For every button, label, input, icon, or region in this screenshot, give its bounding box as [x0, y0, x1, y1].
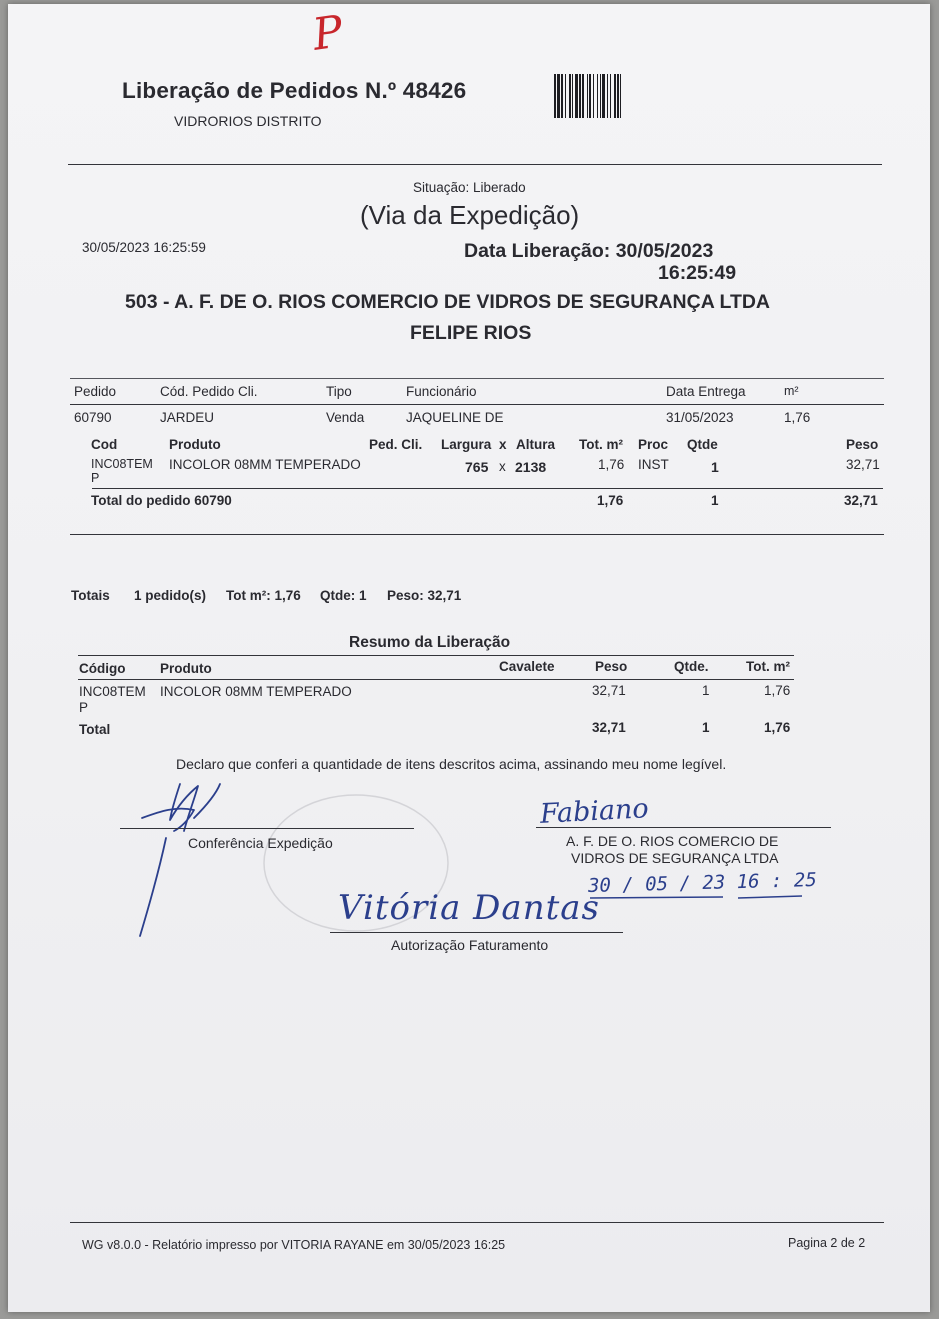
order-total-label: Total do pedido 60790 — [91, 493, 232, 508]
summary-produto-header: Produto — [160, 661, 212, 676]
company-signature-line2: VIDROS DE SEGURANÇA LTDA — [571, 850, 779, 866]
client-line: 503 - A. F. DE O. RIOS COMERCIO DE VIDROS DE SEGURANÇA LTDA — [125, 291, 771, 313]
printed-timestamp: 30/05/2023 16:25:59 — [82, 240, 206, 255]
item-proc-header: Proc — [638, 437, 669, 452]
item-peso-header: Peso — [846, 437, 879, 452]
order-table-header-line — [70, 404, 884, 405]
signature-autorizacao: Vitória Dantas — [338, 888, 600, 928]
order-total-m2: 1,76 — [597, 493, 624, 508]
footer-page-number: Pagina 2 de 2 — [788, 1236, 866, 1250]
totals-label: Totais — [71, 588, 110, 603]
order-block-bottom-line — [70, 534, 884, 535]
company-signature-line — [536, 827, 831, 828]
release-date: Data Liberação: 30/05/2023 — [464, 240, 714, 262]
document-page — [8, 4, 930, 1312]
summary-header-line — [78, 679, 794, 680]
summary-qtde-header: Qtde. — [674, 659, 709, 674]
col-cod-cli-header: Cód. Pedido Cli. — [160, 384, 258, 399]
item-peso-value: 32,71 — [846, 457, 880, 472]
col-pedido-header: Pedido — [74, 384, 117, 399]
order-funcionario-value: JAQUELINE DE — [406, 410, 504, 425]
item-altura-header: Altura — [516, 437, 556, 452]
conferencia-signature-line — [120, 828, 414, 829]
summary-total-m2: 1,76 — [764, 720, 791, 735]
item-x-value: x — [499, 459, 506, 474]
item-largura-header: Largura — [441, 437, 492, 452]
company-short-name: VIDRORIOS DISTRITO — [174, 113, 322, 129]
totals-qtde: Qtde: 1 — [320, 588, 367, 603]
handwritten-date: 30 / 05 / 23 16 : 25 — [587, 869, 818, 897]
item-cod-header: Cod — [91, 437, 118, 452]
release-time: 16:25:49 — [658, 262, 737, 284]
summary-peso-header: Peso — [595, 659, 628, 674]
handwritten-date-underline — [588, 894, 808, 902]
order-pedido-value: 60790 — [74, 410, 112, 425]
item-altura-value: 2138 — [515, 459, 547, 475]
col-funcionario-header: Funcionário — [406, 384, 477, 399]
item-qtde-header: Qtde — [687, 437, 718, 452]
via-label: (Via da Expedição) — [360, 200, 580, 230]
item-qtde-value: 1 — [711, 459, 719, 475]
summary-codigo-header: Código — [79, 661, 126, 676]
item-produto-value: INCOLOR 08MM TEMPERADO — [169, 457, 361, 472]
order-total-qtde: 1 — [711, 493, 719, 508]
company-signature-line1: A. F. DE O. RIOS COMERCIO DE — [566, 833, 779, 849]
summary-produto-value: INCOLOR 08MM TEMPERADO — [160, 684, 352, 699]
signature-conferencia — [136, 776, 256, 941]
item-largura-value: 765 — [465, 459, 489, 475]
order-total-peso: 32,71 — [844, 493, 878, 508]
col-tipo-header: Tipo — [326, 384, 352, 399]
footer-print-info: WG v8.0.0 - Relatório impresso por VITORIA RAYANE em 30/05/2023 16:25 — [82, 1238, 506, 1252]
item-tot-m2-value: 1,76 — [598, 457, 625, 472]
summary-cavalete-header: Cavalete — [499, 659, 555, 674]
totals-pedidos: 1 pedido(s) — [134, 588, 207, 603]
autorizacao-signature-line — [330, 932, 623, 933]
client-name: FELIPE RIOS — [410, 322, 532, 344]
item-tot-m2-header: Tot. m² — [579, 437, 623, 452]
status-text: Situação: Liberado — [413, 180, 526, 195]
col-m2-header: m² — [784, 384, 799, 398]
summary-tot-m2-value: 1,76 — [764, 683, 791, 698]
footer-divider — [70, 1222, 884, 1223]
signature-right: Fabiano — [539, 793, 650, 830]
barcode — [554, 74, 698, 118]
item-ped-cli-header: Ped. Cli. — [369, 437, 423, 452]
handwritten-p-mark: P — [309, 6, 347, 61]
summary-cod-value-wrap: P — [79, 700, 89, 715]
totals-m2: Tot m²: 1,76 — [226, 588, 301, 603]
conferencia-label: Conferência Expedição — [188, 835, 333, 851]
order-table-top-line — [70, 378, 884, 379]
page-title: Liberação de Pedidos N.º 48426 — [122, 78, 467, 103]
summary-total-qtde: 1 — [702, 720, 710, 735]
summary-total-label: Total — [79, 722, 111, 737]
order-data-entrega-value: 31/05/2023 — [666, 410, 734, 425]
order-cod-cli-value: JARDEU — [160, 410, 215, 425]
summary-qtde-value: 1 — [702, 683, 710, 698]
order-m2-value: 1,76 — [784, 410, 811, 425]
summary-peso-value: 32,71 — [592, 683, 626, 698]
item-cod-value-wrap: P — [91, 471, 100, 485]
item-cod-value: INC08TEM — [91, 457, 153, 471]
totals-peso: Peso: 32,71 — [387, 588, 462, 603]
item-proc-value: INST — [638, 457, 669, 472]
item-produto-header: Produto — [169, 437, 221, 452]
header-divider — [68, 164, 882, 165]
summary-tot-m2-header: Tot. m² — [746, 659, 790, 674]
order-tipo-value: Venda — [326, 410, 365, 425]
summary-top-line — [78, 655, 794, 656]
col-data-entrega-header: Data Entrega — [666, 384, 746, 399]
item-total-line — [92, 488, 883, 489]
summary-cod-value: INC08TEM — [79, 684, 146, 699]
summary-total-peso: 32,71 — [592, 720, 626, 735]
autorizacao-label: Autorização Faturamento — [391, 937, 549, 953]
declaration-text: Declaro que conferi a quantidade de itens descritos acima, assinando meu nome legível. — [176, 756, 727, 772]
summary-title: Resumo da Liberação — [349, 634, 511, 651]
item-x-header: x — [499, 437, 507, 452]
